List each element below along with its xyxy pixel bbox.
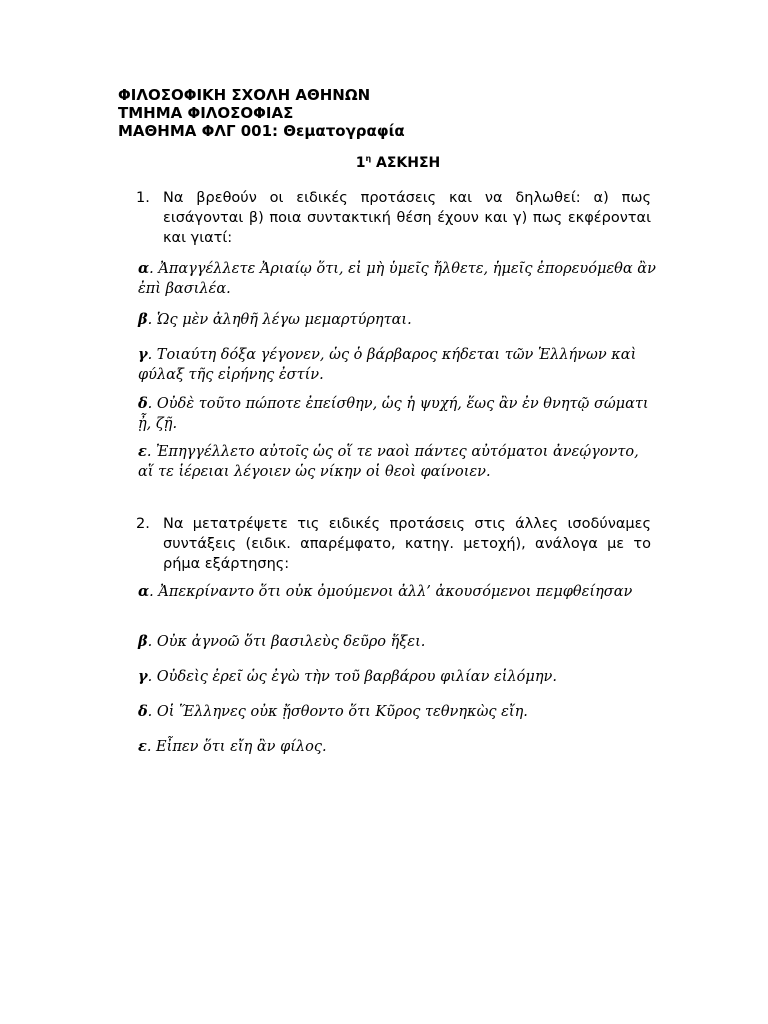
question-1 <box>136 188 651 248</box>
q2-sentence-d <box>138 702 658 722</box>
sentence-text: . Εἶπεν ὅτι εἴη ἂν φίλος. <box>146 739 327 755</box>
course-name: ΜΑΘΗΜΑ ΦΛΓ 001: Θεματογραφία <box>118 122 405 140</box>
sentence-text: . Ὡς μὲν ἀληθῆ λέγω μεμαρτύρηται. <box>147 312 412 328</box>
sentence-label: β <box>138 633 148 650</box>
exercise-number-suffix: η <box>365 154 372 163</box>
sentence-text: . Ἐπηγγέλλετο αὐτοῖς ὡς οἵ τε ναοὶ πάντες αὐτόματοι ἀνεῴγοντο, αἵ τε ἱέρειαι λέγοιεν ὡς νίκην οἱ θεοὶ φαίνοιεν. <box>138 444 639 480</box>
sentence-label: α <box>138 260 150 277</box>
sentence-text: . Οὐδὲ τοῦτο πώποτε ἐπείσθην, ὡς ἡ ψυχή, ἕως ἂν ἐν θνητῷ σώματι ᾖ, ζῇ. <box>138 396 649 432</box>
sentence-label: γ <box>138 346 148 363</box>
sentence-text: . Ἀπαγγέλλετε Ἀριαίῳ ὅτι, εἰ μὴ ὑμεῖς ἤλθετε, ἡμεῖς ἐπορευόμεθα ἂν ἐπὶ βασιλέα. <box>138 261 656 297</box>
exercise-title-text: ΑΣΚΗΣΗ <box>371 155 441 171</box>
q1-sentence-e <box>138 442 658 482</box>
exercise-title <box>0 154 768 171</box>
sentence-label: γ <box>138 668 148 685</box>
q2-sentence-b <box>138 632 658 652</box>
sentence-label: δ <box>138 703 148 720</box>
department-name: ΤΜΗΜΑ ΦΙΛΟΣΟΦΙΑΣ <box>118 104 294 122</box>
question-1-number: 1. <box>136 190 150 206</box>
sentence-label: β <box>138 311 148 328</box>
q1-sentence-a <box>138 259 658 299</box>
exercise-number: 1 <box>355 155 366 171</box>
sentence-text: . Οἱ Ἕλληνες οὐκ ᾔσθοντο ὅτι Κῦρος τεθνηκὼς εἴη. <box>147 704 528 720</box>
question-2 <box>136 514 651 574</box>
sentence-label: α <box>138 583 150 600</box>
q2-sentence-e <box>138 737 658 757</box>
sentence-text: . Οὐκ ἀγνοῶ ὅτι βασιλεὺς δεῦρο ἥξει. <box>147 634 426 650</box>
question-2-number: 2. <box>136 516 150 532</box>
q1-sentence-c <box>138 345 658 385</box>
sentence-text: . Ἀπεκρίναντο ὅτι οὐκ ὀμούμενοι ἀλλ’ ἀκουσόμενοι πεμφθείησαν <box>149 584 633 600</box>
question-1-text: Να βρεθούν οι ειδικές προτάσεις και να δηλωθεί: α) πως εισάγονται β) ποια συντακτική θέση έχουν και γ) πως εκφέρονται και γιατί: <box>163 190 651 246</box>
q2-sentence-c <box>138 667 658 687</box>
sentence-text: . Οὐδεὶς ἐρεῖ ὡς ἐγὼ τὴν τοῦ βαρβάρου φιλίαν εἱλόμην. <box>147 669 557 685</box>
school-name: ΦΙΛΟΣΟΦΙΚΗ ΣΧΟΛΗ ΑΘΗΝΩΝ <box>118 86 371 104</box>
question-2-text: Να μετατρέψετε τις ειδικές προτάσεις στις άλλες ισοδύναμες συντάξεις (ειδικ. απαρέμφατο, κατηγ. μετοχή), ανάλογα με το ρήμα εξάρτησης: <box>163 516 651 572</box>
sentence-label: ε <box>138 443 147 460</box>
sentence-label: ε <box>138 738 147 755</box>
q2-sentence-a <box>138 582 658 602</box>
sentence-label: δ <box>138 395 148 412</box>
document-header <box>118 86 405 140</box>
q1-sentence-d <box>138 394 658 434</box>
sentence-text: . Τοιαύτη δόξα γέγονεν, ὡς ὁ βάρβαρος κήδεται τῶν Ἑλλήνων καὶ φύλαξ τῆς εἰρήνης ἐστίν. <box>138 347 637 383</box>
q1-sentence-b <box>138 310 658 330</box>
